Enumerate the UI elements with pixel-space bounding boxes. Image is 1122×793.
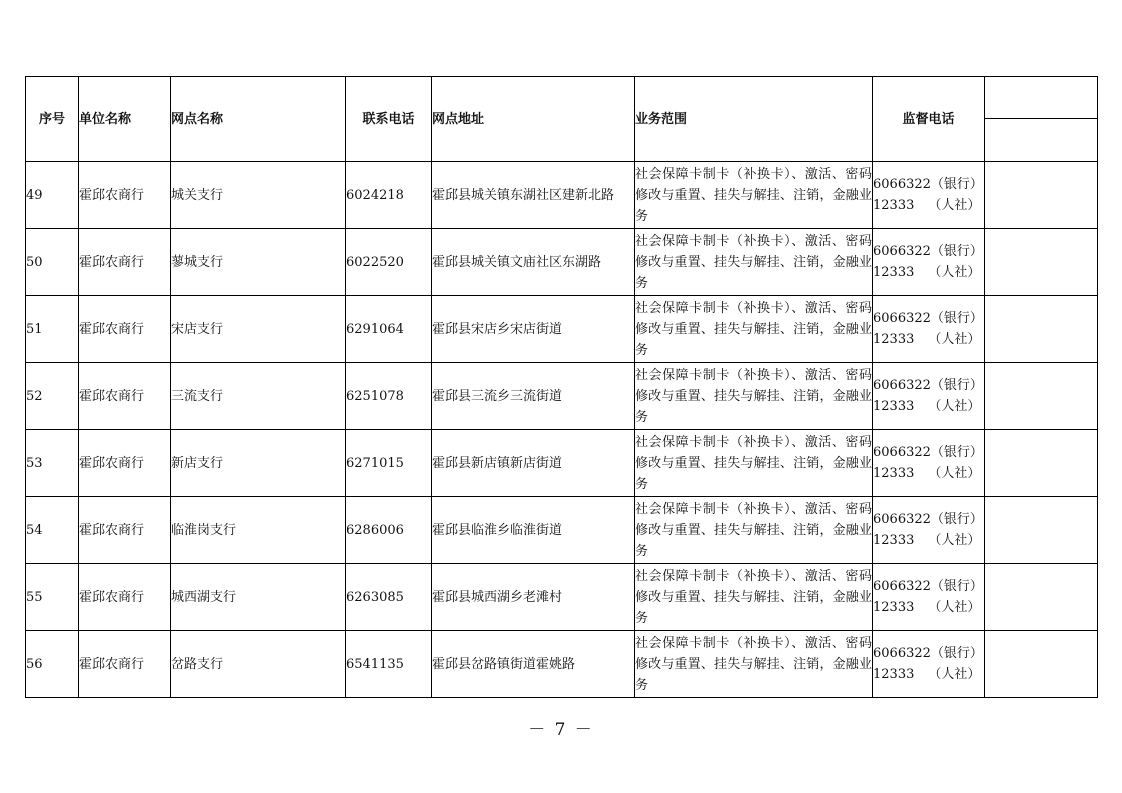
header-row — [26, 77, 1098, 162]
supervision-hr-label: （人社） — [928, 198, 981, 213]
row-address: 霍邱县新店镇新店街道 — [432, 430, 635, 497]
row-phone: 6024218 — [346, 162, 432, 229]
row-extra-cell — [985, 497, 1098, 564]
row-supervision — [873, 631, 985, 698]
supervision-hr-number: 12333 — [873, 198, 915, 213]
row-address: 霍邱县岔路镇街道霍姚路 — [432, 631, 635, 698]
supervision-hr-number: 12333 — [873, 667, 915, 682]
supervision-bank: 6066322（银行） — [873, 512, 983, 527]
supervision-hr-number: 12333 — [873, 466, 915, 481]
row-supervision — [873, 497, 985, 564]
row-unit: 霍邱农商行 — [79, 363, 171, 430]
row-branch: 城西湖支行 — [171, 564, 346, 631]
row-no: 53 — [26, 430, 79, 497]
row-no: 51 — [26, 296, 79, 363]
row-address: 霍邱县宋店乡宋店街道 — [432, 296, 635, 363]
table-row — [26, 631, 1098, 698]
supervision-hr — [873, 597, 984, 618]
row-business: 社会保障卡制卡（补换卡）、激活、密码修改与重置、挂失与解挂、注销，金融业务 — [635, 296, 873, 363]
row-supervision — [873, 363, 985, 430]
supervision-hr-label: （人社） — [928, 265, 981, 280]
row-phone: 6541135 — [346, 631, 432, 698]
supervision-hr-number: 12333 — [873, 533, 915, 548]
row-branch: 岔路支行 — [171, 631, 346, 698]
header-phone: 联系电话 — [346, 77, 432, 162]
table-row — [26, 162, 1098, 229]
supervision-bank: 6066322（银行） — [873, 378, 983, 393]
supervision-hr-number: 12333 — [873, 600, 915, 615]
supervision-bank: 6066322（银行） — [873, 646, 983, 661]
row-address: 霍邱县三流乡三流街道 — [432, 363, 635, 430]
table-row — [26, 430, 1098, 497]
header-no: 序号 — [26, 77, 79, 162]
supervision-hr — [873, 329, 984, 350]
header-branch: 网点名称 — [171, 77, 346, 162]
row-unit: 霍邱农商行 — [79, 162, 171, 229]
row-branch: 三流支行 — [171, 363, 346, 430]
row-address: 霍邱县城西湖乡老滩村 — [432, 564, 635, 631]
header-unit: 单位名称 — [79, 77, 171, 162]
row-extra-cell — [985, 229, 1098, 296]
supervision-hr-label: （人社） — [928, 466, 981, 481]
supervision-hr-number: 12333 — [873, 399, 915, 414]
row-branch: 城关支行 — [171, 162, 346, 229]
page-number: － 7 － — [528, 720, 594, 740]
row-business: 社会保障卡制卡（补换卡）、激活、密码修改与重置、挂失与解挂、注销，金融业务 — [635, 229, 873, 296]
row-extra-cell — [985, 631, 1098, 698]
row-business: 社会保障卡制卡（补换卡）、激活、密码修改与重置、挂失与解挂、注销，金融业务 — [635, 497, 873, 564]
row-phone: 6263085 — [346, 564, 432, 631]
supervision-hr — [873, 664, 984, 685]
table-row — [26, 229, 1098, 296]
header-business: 业务范围 — [635, 77, 873, 162]
table-row — [26, 564, 1098, 631]
row-extra-cell — [985, 564, 1098, 631]
row-phone: 6286006 — [346, 497, 432, 564]
supervision-hr — [873, 396, 984, 417]
row-branch: 蓼城支行 — [171, 229, 346, 296]
header-supervision: 监督电话 — [873, 77, 985, 162]
supervision-bank: 6066322（银行） — [873, 177, 983, 192]
supervision-hr — [873, 463, 984, 484]
row-unit: 霍邱农商行 — [79, 631, 171, 698]
row-no: 55 — [26, 564, 79, 631]
row-unit: 霍邱农商行 — [79, 229, 171, 296]
row-extra-cell — [985, 363, 1098, 430]
row-unit: 霍邱农商行 — [79, 497, 171, 564]
row-branch: 新店支行 — [171, 430, 346, 497]
row-address: 霍邱县城关镇文庙社区东湖路 — [432, 229, 635, 296]
row-phone: 6022520 — [346, 229, 432, 296]
supervision-bank: 6066322（银行） — [873, 244, 983, 259]
row-supervision — [873, 430, 985, 497]
table-body — [26, 162, 1098, 698]
supervision-hr — [873, 530, 984, 551]
supervision-hr-label: （人社） — [928, 600, 981, 615]
row-extra-cell — [985, 162, 1098, 229]
row-unit: 霍邱农商行 — [79, 564, 171, 631]
row-no: 54 — [26, 497, 79, 564]
row-no: 50 — [26, 229, 79, 296]
supervision-hr-number: 12333 — [873, 265, 915, 280]
supervision-hr-label: （人社） — [928, 667, 981, 682]
table-row — [26, 497, 1098, 564]
row-address: 霍邱县城关镇东湖社区建新北路 — [432, 162, 635, 229]
supervision-hr — [873, 195, 984, 216]
row-business: 社会保障卡制卡（补换卡）、激活、密码修改与重置、挂失与解挂、注销，金融业务 — [635, 430, 873, 497]
row-phone: 6271015 — [346, 430, 432, 497]
supervision-hr-number: 12333 — [873, 332, 915, 347]
supervision-hr-label: （人社） — [928, 332, 981, 347]
supervision-hr-label: （人社） — [928, 533, 981, 548]
table-row — [26, 296, 1098, 363]
supervision-bank: 6066322（银行） — [873, 311, 983, 326]
row-business: 社会保障卡制卡（补换卡）、激活、密码修改与重置、挂失与解挂、注销，金融业务 — [635, 162, 873, 229]
row-address: 霍邱县临淮乡临淮街道 — [432, 497, 635, 564]
row-no: 56 — [26, 631, 79, 698]
supervision-hr-label: （人社） — [928, 399, 981, 414]
supervision-hr — [873, 262, 984, 283]
row-business: 社会保障卡制卡（补换卡）、激活、密码修改与重置、挂失与解挂、注销，金融业务 — [635, 363, 873, 430]
row-no: 52 — [26, 363, 79, 430]
header-split-line — [985, 118, 1097, 119]
row-unit: 霍邱农商行 — [79, 296, 171, 363]
table-row — [26, 363, 1098, 430]
row-supervision — [873, 162, 985, 229]
header-address: 网点地址 — [432, 77, 635, 162]
row-no: 49 — [26, 162, 79, 229]
row-extra-cell — [985, 296, 1098, 363]
row-supervision — [873, 296, 985, 363]
row-branch: 宋店支行 — [171, 296, 346, 363]
row-business: 社会保障卡制卡（补换卡）、激活、密码修改与重置、挂失与解挂、注销，金融业务 — [635, 564, 873, 631]
row-supervision — [873, 229, 985, 296]
row-phone: 6251078 — [346, 363, 432, 430]
supervision-bank: 6066322（银行） — [873, 579, 983, 594]
row-business: 社会保障卡制卡（补换卡）、激活、密码修改与重置、挂失与解挂、注销，金融业务 — [635, 631, 873, 698]
supervision-bank: 6066322（银行） — [873, 445, 983, 460]
row-supervision — [873, 564, 985, 631]
row-unit: 霍邱农商行 — [79, 430, 171, 497]
header-extra-cell — [985, 77, 1098, 162]
row-extra-cell — [985, 430, 1098, 497]
service-outlets-table — [25, 76, 1098, 698]
row-phone: 6291064 — [346, 296, 432, 363]
row-branch: 临淮岗支行 — [171, 497, 346, 564]
